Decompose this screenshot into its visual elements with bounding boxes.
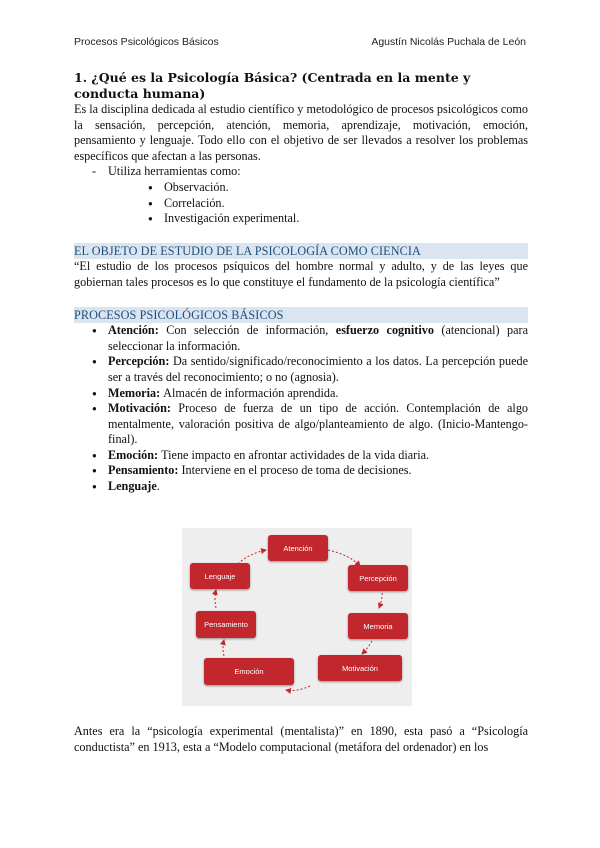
node-motivacion: Motivación (318, 655, 402, 681)
proceso-item-percepcion (92, 354, 528, 385)
process-cycle-diagram (182, 528, 412, 706)
node-percepcion: Percepción (348, 565, 408, 591)
proceso-text: Da sentido/significado/reconocimiento a los datos. La percepción puede ser a través del reconocimiento; o no (agnosia). (108, 354, 528, 384)
proceso-text: Con selección de información, (166, 323, 336, 338)
section-heading-objeto: EL OBJETO DE ESTUDIO DE LA PSICOLOGÍA COMO CIENCIA (74, 243, 528, 260)
question-1-body: Es la disciplina dedicada al estudio científico y metodológico de procesos psicológicos como la sensación, percepción, atención, memoria, aprendizaje, motivación, emoción, pensamiento y lenguaje. Todo ello con el objetivo de ser llevados a resolver los problemas específicos que afectan a las personas. (74, 102, 528, 163)
page-body (74, 70, 528, 495)
node-memoria: Memoria (348, 613, 408, 639)
proceso-text: Almacén de información aprendida. (163, 385, 339, 400)
node-lenguaje: Lenguaje (190, 563, 250, 589)
proceso-sep: : (166, 401, 179, 416)
proceso-sep: : (154, 323, 167, 338)
question-1-title: 1. ¿Qué es la Psicología Básica? (Centrada en la mente y conducta humana) (74, 70, 471, 101)
node-pensamiento: Pensamiento (196, 611, 256, 638)
proceso-text: Proceso de fuerza de un tipo de acción. Contemplación de algo mentalmente, valoración positiva de algo/planteamiento de algo. (Inicio-Mantengo-final). (108, 401, 529, 447)
tools-dash-list (74, 164, 528, 226)
proceso-item-atencion (92, 323, 528, 354)
arrow-lenguaje-atencion (238, 550, 266, 564)
node-emocion: Emoción (204, 658, 294, 685)
proceso-term: Percepción (108, 354, 166, 369)
proceso-term: Memoria (108, 385, 157, 400)
proceso-sep: : (154, 447, 162, 462)
running-header-right: Agustín Nicolás Puchala de León (371, 36, 526, 48)
proceso-text: Tiene impacto en afrontar actividades de la vida diaria. (161, 447, 430, 462)
tool-item: ● Investigación experimental. (148, 211, 528, 227)
proceso-sep: : (156, 385, 164, 400)
proceso-item-memoria (92, 386, 528, 402)
proceso-text: Interviene en el proceso de toma de decisiones. (181, 463, 412, 478)
tools-intro (92, 164, 528, 226)
node-atencion: Atención (268, 535, 328, 561)
bottom-paragraph (74, 724, 528, 755)
arrow-pensamiento-lenguaje (215, 590, 216, 608)
proceso-item-motivacion (92, 401, 528, 448)
arrow-memoria-motivacion (362, 641, 372, 654)
arrow-percepcion-memoria (379, 589, 382, 608)
proceso-term: Pensamiento (108, 463, 175, 478)
tool-item: ● Correlación. (148, 196, 528, 212)
tools-intro-text: Utiliza herramientas como: (108, 164, 241, 179)
proceso-sep: : (165, 354, 173, 369)
procesos-list (74, 323, 528, 495)
proceso-text-cont: (atencional) para seleccionar la información. (108, 323, 528, 353)
proceso-term: Motivación (108, 401, 167, 416)
proceso-term: Lenguaje (108, 479, 157, 494)
tools-list (108, 180, 528, 227)
tool-item: ● Observación. (148, 180, 528, 196)
proceso-term: Emoción (108, 447, 155, 462)
history-text: Antes era la “psicología experimental (mentalista)” en 1890, esta pasó a “Psicología conductista” en 1913, esta a “Modelo computacional (metáfora del ordenador) en los (74, 724, 528, 754)
proceso-item-lenguaje (92, 479, 528, 495)
arrow-emocion-pensamiento (223, 640, 224, 656)
running-header-left: Procesos Psicológicos Básicos (74, 36, 219, 48)
section-heading-procesos: PROCESOS PSICOLÓGICOS BÁSICOS (74, 307, 528, 324)
proceso-sep: : (174, 463, 182, 478)
proceso-term: Atención (108, 323, 155, 338)
proceso-bold-phrase: esfuerzo cognitivo (335, 323, 434, 338)
proceso-item-pensamiento (92, 463, 528, 479)
objeto-quote: “El estudio de los procesos psíquicos del hombre normal y adulto, y de las leyes que gobiernan tales procesos es lo que constituye el fundamento de la psicología científica” (74, 259, 528, 289)
arrow-atencion-percepcion (328, 550, 360, 566)
arrow-motivacion-emocion (286, 686, 310, 691)
proceso-text: . (156, 479, 160, 494)
proceso-item-emocion (92, 448, 528, 464)
